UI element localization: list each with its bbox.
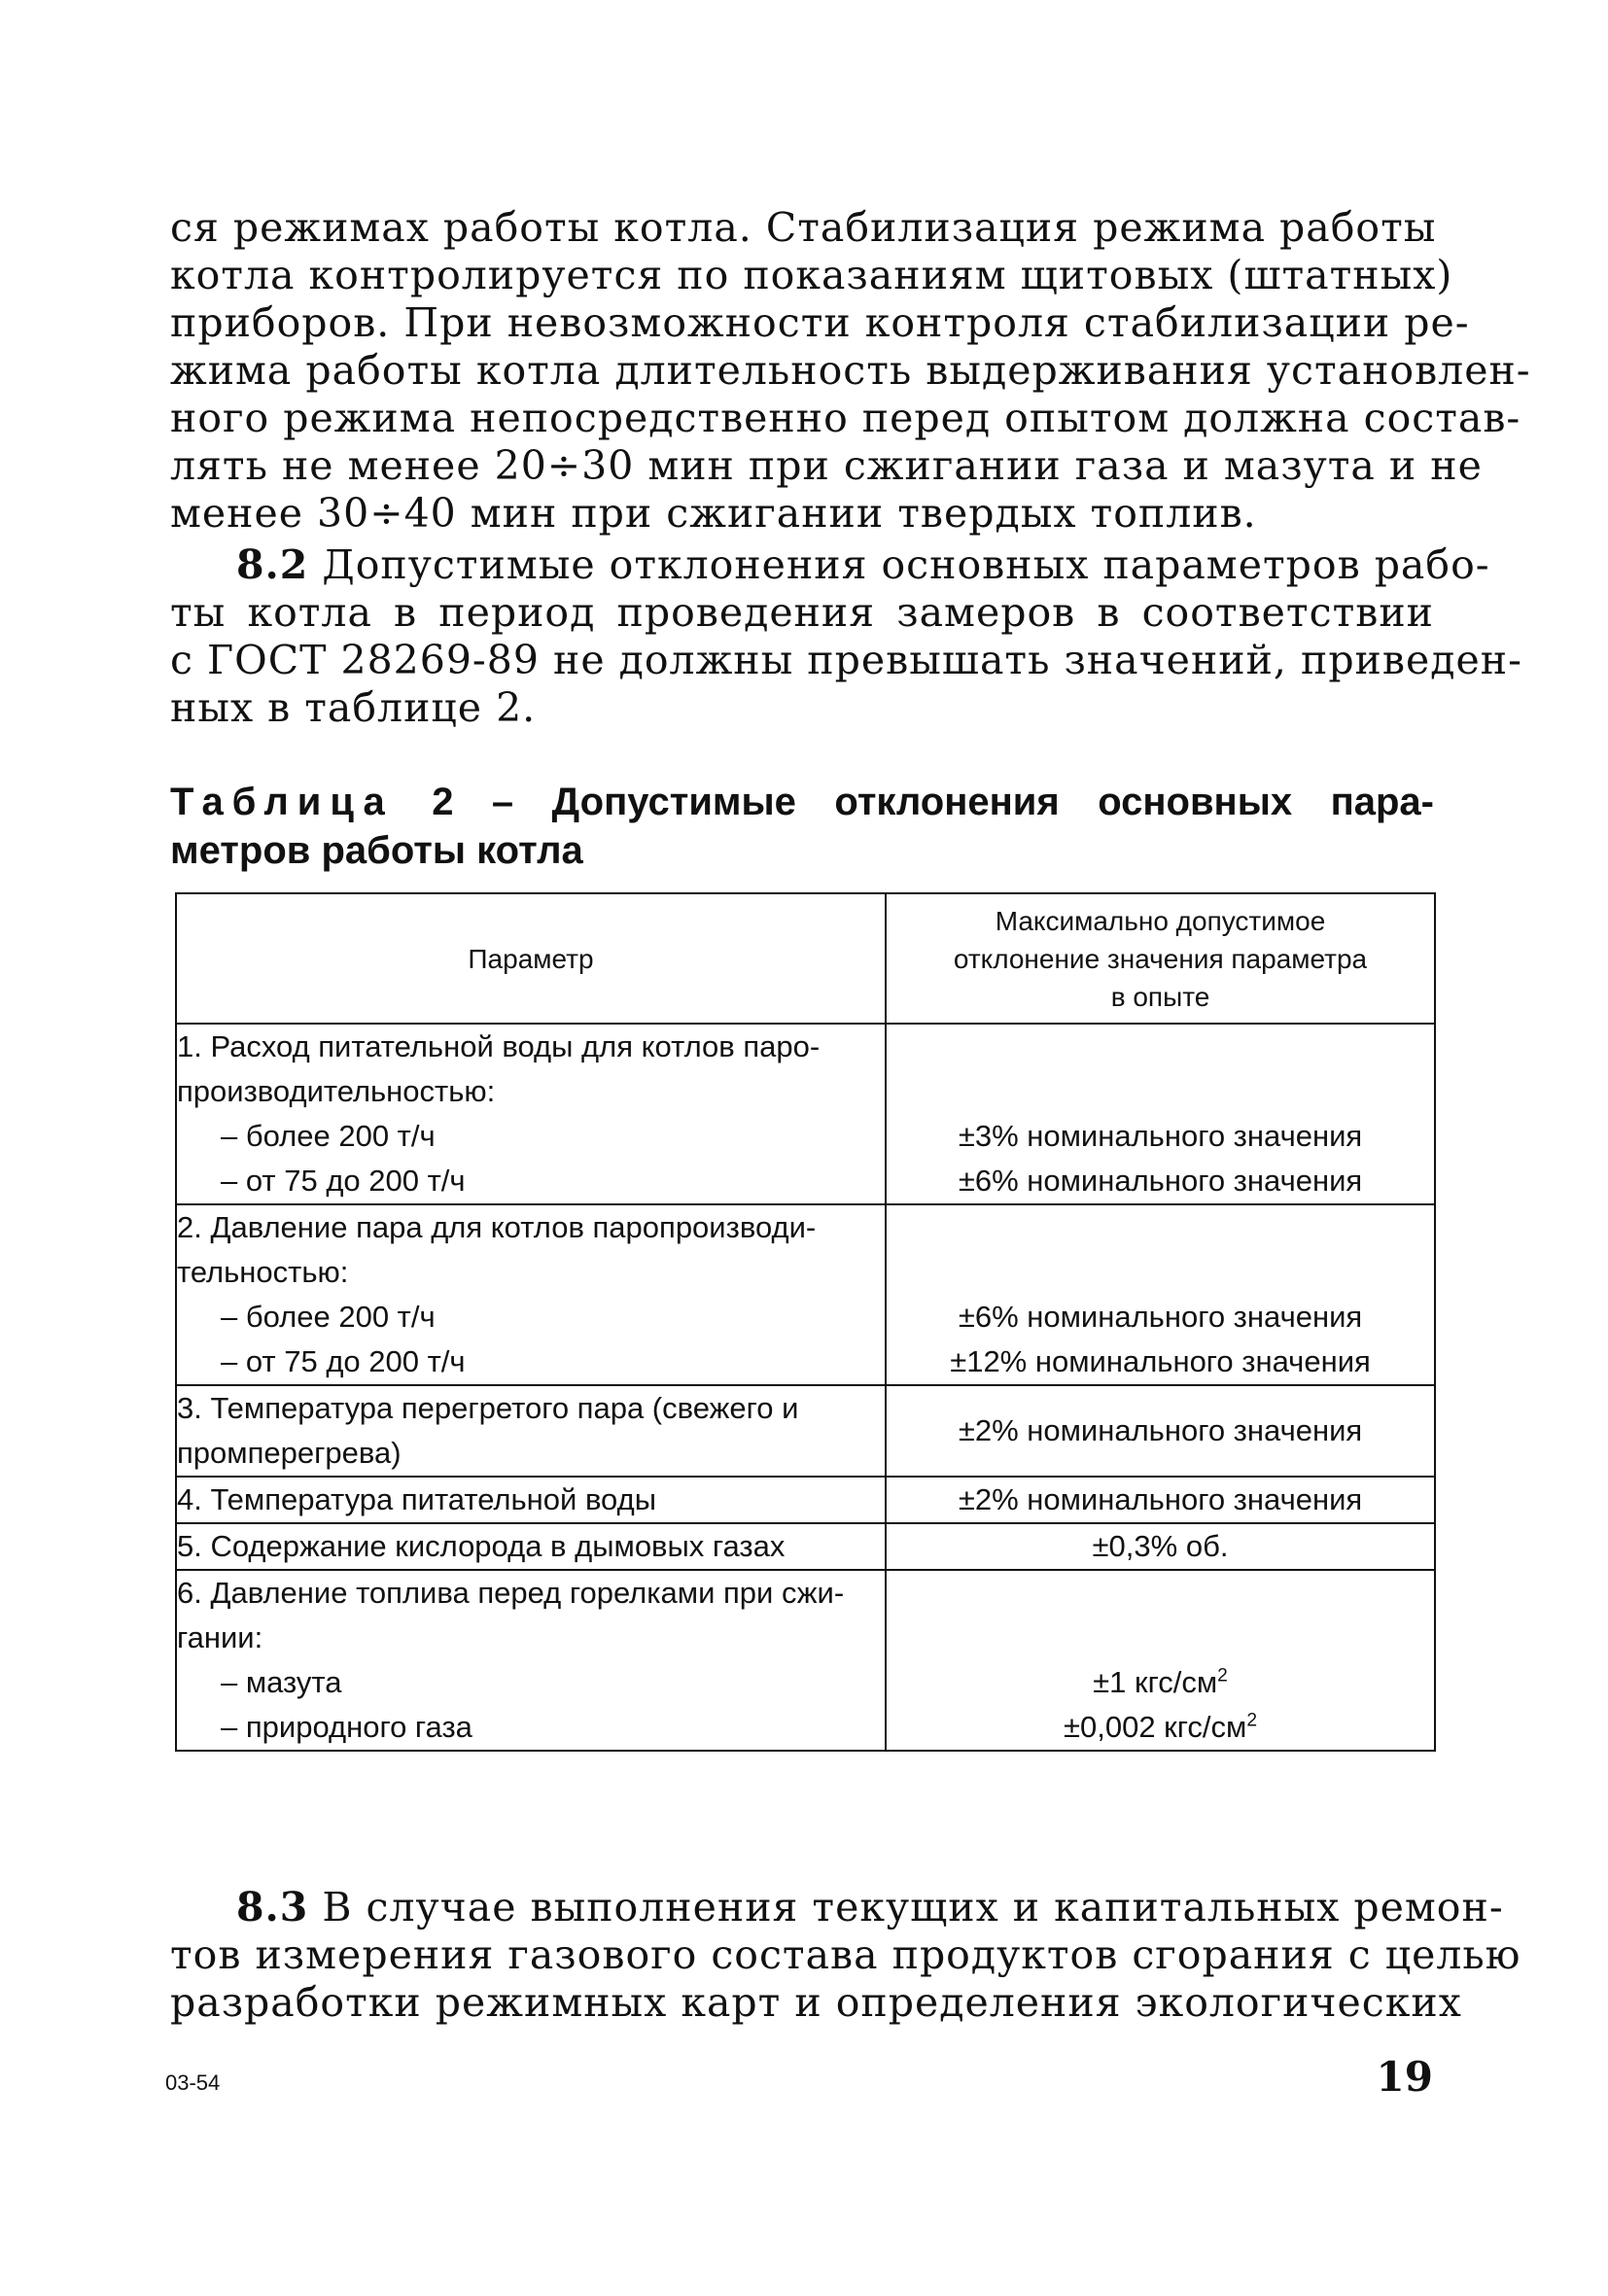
deviation-value: ±0,3% об. xyxy=(1092,1529,1229,1563)
text-line: ных в таблице 2. xyxy=(170,684,537,731)
parameter-subitem: – более 200 т/ч xyxy=(221,1300,436,1334)
superscript: 2 xyxy=(1246,1710,1257,1731)
text-fragment: Допустимые отклонения основных параметров рабо- xyxy=(308,541,1490,588)
parameter-text: тельностью: xyxy=(177,1255,349,1289)
header-line: Максимально допустимое xyxy=(995,905,1326,936)
parameter-cell xyxy=(176,1477,886,1523)
table-title xyxy=(170,778,1434,875)
parameter-text: 5. Содержание кислорода в дымовых газах xyxy=(177,1529,786,1563)
deviation-cell xyxy=(886,1477,1435,1523)
parameter-cell xyxy=(176,1385,886,1477)
header-deviation xyxy=(886,893,1435,1024)
section-number: 8.2 xyxy=(236,541,309,588)
text-line: ся режимах работы котла. Стабилизация режима работы xyxy=(170,204,1437,251)
deviation-cell xyxy=(886,1570,1435,1751)
parameter-cell xyxy=(176,1204,886,1385)
parameters-table xyxy=(175,892,1436,1752)
table-title-line: метров работы котла xyxy=(170,829,583,872)
text-line xyxy=(170,541,1490,589)
parameter-subitem: – мазута xyxy=(221,1665,342,1699)
parameter-cell xyxy=(176,1024,886,1204)
footer-code: 03-54 xyxy=(165,2070,221,2095)
text-line: котла контролируется по показаниям щитовых (штатных) xyxy=(170,252,1453,298)
parameter-text: производительностью: xyxy=(177,1074,496,1108)
page-number: 19 xyxy=(1376,2053,1433,2101)
deviation-value xyxy=(887,1660,1434,1705)
parameter-cell xyxy=(176,1570,886,1751)
deviation-value: ±3% номинального значения xyxy=(958,1119,1363,1153)
parameter-text: 2. Давление пара для котлов паропроизводи- xyxy=(177,1210,817,1244)
deviation-text: ±0,002 кгс/см xyxy=(1063,1710,1247,1744)
text-line: с ГОСТ 28269-89 не должны превышать значений, приведен- xyxy=(170,637,1522,683)
parameter-subitem: – от 75 до 200 т/ч xyxy=(221,1164,466,1198)
table-row xyxy=(176,1523,1435,1570)
deviation-value: ±2% номинального значения xyxy=(958,1482,1363,1516)
table-row xyxy=(176,1024,1435,1204)
table-row xyxy=(176,1204,1435,1385)
table-label: Таблица xyxy=(170,781,394,823)
table-row xyxy=(176,1477,1435,1523)
deviation-value: ±2% номинального значения xyxy=(958,1413,1363,1447)
paragraph-continued xyxy=(170,204,1531,538)
deviation-value: ±6% номинального значения xyxy=(958,1164,1363,1198)
text-line: тов измерения газового состава продуктов сгорания с целью xyxy=(170,1931,1521,1978)
table-title-text: 2 – Допустимые отклонения основных пара- xyxy=(393,781,1434,823)
parameter-subitem: – природного газа xyxy=(221,1710,472,1744)
header-line: отклонение значения параметра xyxy=(953,943,1368,974)
table-row xyxy=(176,1570,1435,1751)
text-line: разработки режимных карт и определения экологических xyxy=(170,1979,1462,2026)
text-line: ного режима непосредственно перед опытом должна состав- xyxy=(170,395,1521,441)
parameter-subitem: – от 75 до 200 т/ч xyxy=(221,1344,466,1378)
parameter-text: гании: xyxy=(177,1620,263,1654)
parameter-text: 6. Давление топлива перед горелками при сжи- xyxy=(177,1576,845,1610)
deviation-value: ±12% номинального значения xyxy=(950,1344,1371,1378)
text-line: лять не менее 20÷30 мин при сжигании газа и мазута и не xyxy=(170,442,1483,489)
header-line: в опыте xyxy=(1110,981,1210,1012)
paragraph-8-3 xyxy=(170,1884,1521,2027)
parameter-text: промперегрева) xyxy=(177,1436,402,1470)
text-line: ты котла в период проведения замеров в соответствии xyxy=(170,589,1434,636)
text-line: приборов. При невозможности контроля стабилизации ре- xyxy=(170,299,1470,346)
text-line: жима работы котла длительность выдерживания установлен- xyxy=(170,347,1531,394)
deviation-text: ±1 кгс/см xyxy=(1093,1665,1218,1699)
table-header-row xyxy=(176,893,1435,1024)
table-row xyxy=(176,1385,1435,1477)
section-number: 8.3 xyxy=(236,1884,309,1931)
deviation-cell xyxy=(886,1024,1435,1204)
text-line: менее 30÷40 мин при сжигании твердых топлив. xyxy=(170,490,1257,537)
deviation-cell xyxy=(886,1385,1435,1477)
table-title-line xyxy=(170,778,1434,826)
parameter-text: 3. Температура перегретого пара (свежего и xyxy=(177,1391,799,1425)
parameter-subitem: – более 200 т/ч xyxy=(221,1119,436,1153)
superscript: 2 xyxy=(1217,1665,1228,1687)
text-fragment: В случае выполнения текущих и капитальных ремон- xyxy=(308,1884,1504,1931)
deviation-value: ±6% номинального значения xyxy=(958,1300,1363,1334)
deviation-value xyxy=(887,1705,1434,1750)
text-line xyxy=(170,1884,1504,1931)
deviation-cell xyxy=(886,1523,1435,1570)
parameter-cell xyxy=(176,1523,886,1570)
deviation-cell xyxy=(886,1204,1435,1385)
header-parameter: Параметр xyxy=(176,893,886,1024)
paragraph-8-2 xyxy=(170,541,1522,732)
parameter-text: 4. Температура питательной воды xyxy=(177,1482,656,1516)
parameter-text: 1. Расход питательной воды для котлов паро- xyxy=(177,1029,821,1063)
